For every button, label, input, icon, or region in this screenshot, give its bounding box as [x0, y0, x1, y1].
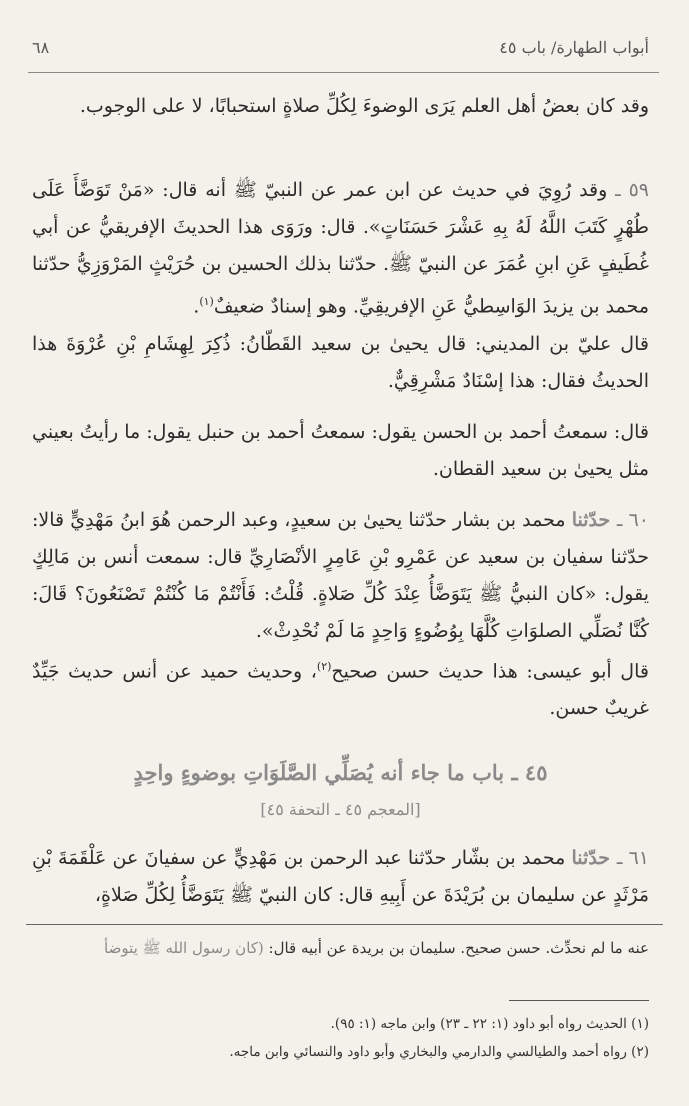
hadith-60: ٦٠ ـ حدّثنا محمد بن بشار حدّثنا يحيىٰ بن سعيدٍ، وعبد الرحمن هُوَ ابنُ مَهْدِيٍّ قالا: حدّثنا سفيان بن سعيد عن عَمْرِو بْنِ عَامِرٍ الأنْصَارِيِّ قال: سمعت أنس بن مَالِكٍ يقول: «كان النبيُّ ﷺ يَتَوَضَّأُ عِنْدَ كُلِّ صَلاةٍ. قُلْتُ: فَأَنْتُمْ مَا كُنْتُمْ تَصْنَعُونَ؟ قَالَ: كُنَّا نُصَلِّي الصلوَاتِ كُلَّهَا بِوُضُوءٍ وَاحِدٍ مَا لَمْ نُحْدِثْ».	[32, 509, 649, 642]
paragraph-ali: قال عليّ بن المديني: قال يحيىٰ بن سعيد القَطّانُ: ذُكِرَ لِهِشَامِ بْنِ عُرْوَةَ هذا الحديثُ فقال: هذا إسْنَادٌ مَشْرِقِيٌّ.	[32, 333, 649, 392]
page-header	[32, 38, 649, 57]
paragraph-ahmad: قال: سمعتُ أحمد بن الحسن يقول: سمعتُ أحمد بن حنبل يقول: ما رأيتُ بعيني مثل يحيىٰ بن سعيد القطان.	[32, 421, 649, 480]
hadith-number: ٦١ ـ	[616, 847, 650, 869]
hadith-number: ٦٠ ـ	[616, 509, 649, 531]
hadith-number: ٥٩ ـ	[615, 179, 649, 201]
footnote-divider	[509, 1000, 649, 1001]
haddathana-keyword: حدّثنا	[571, 847, 617, 869]
hadith-61: ٦١ ـ حدّثنا محمد بن بشّار حدّثنا عبد الرحمن بن مَهْدِيٍّ عن سفيانَ عن عَلْقَمَةَ بْنِ مَرْثَدٍ عن سليمان بن بُرَيْدَةَ عن أَبِيهِ قال: كان النبيّ ﷺ يَتَوَضَّأُ لِكُلِّ صَلاةٍ،	[32, 847, 650, 906]
section-divider	[26, 924, 663, 925]
variant-text: عنه ما لم نحدِّث. حسن صحيح. سليمان بن بريدة عن أبيه قال: (كان رسول الله ﷺ يتوضأ	[104, 939, 649, 957]
footnote-ref[interactable]: (٢)	[316, 660, 332, 673]
chapter-heading: ٤٥ ـ باب ما جاء أنه يُصَلِّي الصَّلَوَاتِ بوضوءٍ واحِدٍ	[133, 760, 548, 785]
hadith-59: ٥٩ ـ وقد رُوِيَ في حديث عن ابن عمر عن النبيّ ﷺ أنه قال: «مَنْ تَوَضَّأَ عَلَى طُهْرٍ كَتَبَ اللَّهُ لَهُ بِهِ عَشْرَ حَسَنَاتٍ». قال: ورَوَى هذا الحديثَ الإفريقيُّ عن أبي غُطَيفٍ عَنِ ابنِ عُمَرَ عن النبيّ ﷺ. حدّثنا بذلك الحسين بن حُرَيْثٍ المَرْوَزِيُّ حدّثنا محمد بن يزيدَ الوَاسِطيُّ عَنِ الإفريقِيِّ. وهو إسنادٌ ضعيفٌ$^{(١)}$.	[32, 179, 649, 318]
footnote-1: (١) الحديث رواه أبو داود (١: ٢٢ ـ ٢٣) وابن ماجه (١: ٩٥).	[330, 1016, 649, 1032]
footnote-ref[interactable]: (١)	[199, 295, 214, 308]
header-divider	[28, 72, 659, 73]
haddathana-keyword: حدّثنا	[571, 509, 617, 531]
page-number: ٦٨	[32, 38, 50, 57]
footnote-2: (٢) رواه أحمد والطيالسي والدارمي والبخاري وأبو داود والنسائي وابن ماجه.	[229, 1044, 649, 1060]
paragraph-abu-isa: قال أبو عيسى: هذا حديث حسن صحيح$^{(٢)}$، وحديث حميد عن أنس حديث جَيِّدٌ غريبٌ حسن.	[32, 660, 649, 720]
chapter-reference: [المعجم ٤٥ ـ التحفة ٤٥]	[260, 800, 421, 819]
paragraph-1: وقد كان بعضُ أهل العلم يَرَى الوضوءَ لِكُلِّ صلاةٍ استحبابًا، لا على الوجوب.	[79, 95, 649, 117]
running-title: أبواب الطهارة/ باب ٤٥	[499, 38, 649, 57]
